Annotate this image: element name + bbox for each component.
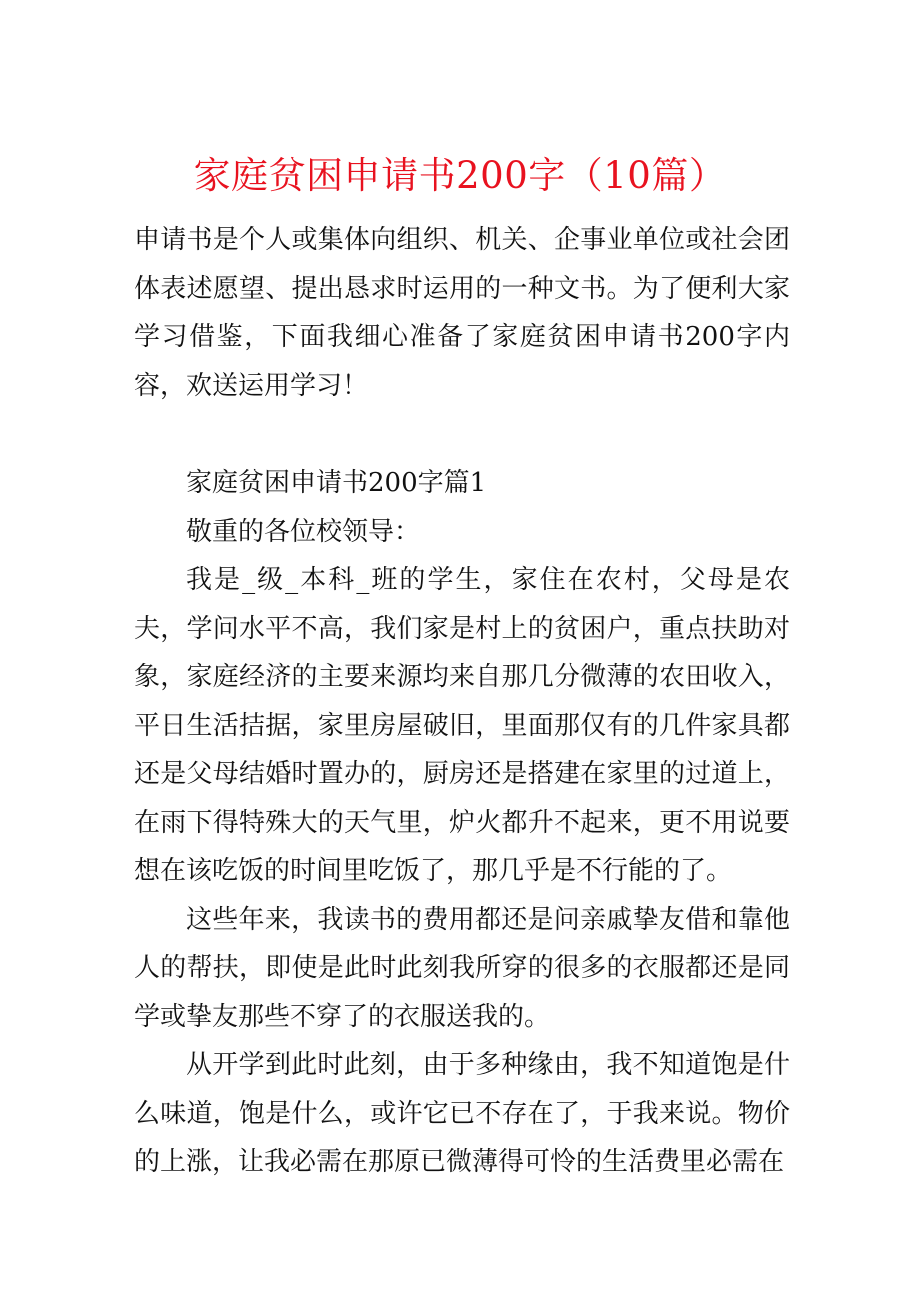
section-heading: 家庭贫困申请书200字篇1 (186, 468, 487, 498)
document-title: 家庭贫困申请书200字（10篇） (193, 154, 727, 197)
body-paragraph-3: 从开学到此时此刻，由于多种缘由，我不知道饱是什么味道，饱是什么，或许它已不存在了，于我来说。物价的上涨，让我必需在那原已微薄得可怜的生活费里必需在 (134, 1050, 790, 1177)
salutation: 敬重的各位校领导： (186, 516, 421, 547)
document-body (134, 216, 790, 1187)
body-paragraph-2: 这些年来，我读书的费用都还是问亲戚挚友借和靠他人的帮扶，即使是此时此刻我所穿的很多的衣服都还是同学或挚友那些不穿了的衣服送我的。 (134, 904, 790, 1032)
intro-paragraph: 申请书是个人或集体向组织、机关、企事业单位或社会团体表述愿望、提出恳求时运用的一种文书。为了便利大家学习借鉴，下面我细心准备了家庭贫困申请书200字内容，欢送运用学习！ (134, 225, 790, 401)
body-paragraph-1: 我是_级_本科_班的学生，家住在农村，父母是农夫，学问水平不高，我们家是村上的贫困户，重点扶助对象，家庭经济的主要来源均来自那几分微薄的农田收入，平日生活拮据，家里房屋破旧，里面那仅有的几件家具都还是父母结婚时置办的，厨房还是搭建在家里的过道上，在雨下得特殊大的天气里，炉火都升不起来，更不用说要想在该吃饭的时间里吃饭了，那几乎是不行能的了。 (134, 565, 790, 886)
